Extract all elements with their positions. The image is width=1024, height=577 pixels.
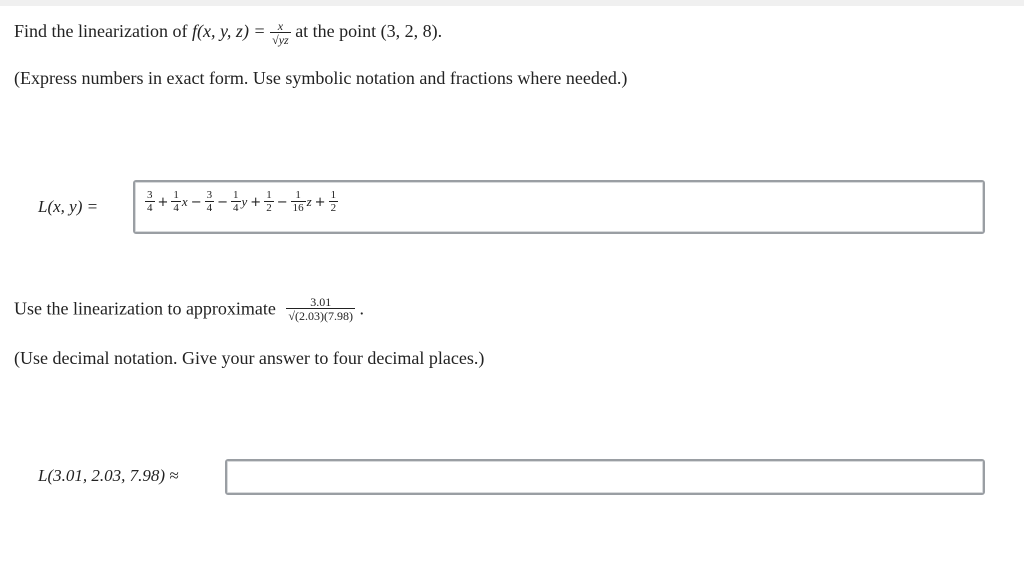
- linearization-input[interactable]: [133, 180, 985, 234]
- term-fraction: [291, 190, 306, 214]
- question2-suffix: .: [359, 298, 364, 319]
- term-fraction: [329, 190, 339, 214]
- term-variable: x: [181, 194, 188, 209]
- term-numerator: 1: [295, 189, 301, 201]
- term-operator: +: [157, 194, 169, 210]
- question2-statement: [14, 296, 364, 322]
- term-denominator: 4: [206, 202, 213, 214]
- term-fraction: [205, 190, 215, 214]
- term-operator: −: [276, 194, 288, 210]
- linearization-expression: [145, 190, 338, 214]
- term-denominator: 4: [233, 202, 239, 214]
- term-numerator: 3: [206, 189, 213, 201]
- function-denominator: yz: [278, 33, 289, 47]
- question2-prefix: Use the linearization to approximate: [14, 298, 276, 319]
- term-numerator: 1: [173, 189, 179, 201]
- term-operator: +: [314, 194, 326, 210]
- approximation-numerator: 3.01: [310, 295, 332, 309]
- function-fraction: [270, 20, 291, 46]
- linearization-label: L(x, y) =: [38, 197, 99, 216]
- term-fraction: [231, 190, 241, 214]
- term-numerator: 1: [266, 189, 272, 201]
- question1-suffix: at the point (3, 2, 8).: [295, 21, 443, 42]
- function-numerator: x: [277, 19, 284, 33]
- question1-statement: [14, 20, 442, 46]
- sqrt-icon: √: [288, 309, 295, 323]
- term-operator: +: [250, 194, 262, 210]
- term-variable: z: [306, 194, 312, 209]
- question1-instruction: (Express numbers in exact form. Use symbolic notation and fractions where needed.): [14, 68, 628, 88]
- term-denominator: 2: [266, 202, 272, 214]
- question2-instruction: (Use decimal notation. Give your answer to four decimal places.): [14, 348, 485, 368]
- top-border: [0, 0, 1024, 6]
- term-variable: y: [241, 194, 248, 209]
- approximation-input[interactable]: [225, 459, 985, 495]
- term-numerator: 1: [330, 189, 337, 201]
- approximation-label: L(3.01, 2.03, 7.98) ≈: [38, 466, 179, 485]
- function-name: f(x, y, z) =: [191, 21, 266, 42]
- approximation-denominator: (2.03)(7.98): [295, 309, 353, 323]
- question1-prefix: Find the linearization of: [14, 21, 188, 42]
- term-operator: −: [190, 194, 202, 210]
- term-fraction: [145, 190, 155, 214]
- term-denominator: 2: [330, 202, 337, 214]
- term-denominator: 4: [173, 202, 179, 214]
- term-fraction: [264, 190, 274, 214]
- sqrt-icon: √: [272, 33, 279, 47]
- term-numerator: 3: [147, 189, 153, 201]
- term-denominator: 16: [292, 202, 304, 214]
- term-denominator: 4: [147, 202, 153, 214]
- term-operator: −: [217, 194, 228, 210]
- term-numerator: 1: [233, 189, 239, 201]
- approximation-fraction: [286, 296, 355, 322]
- term-fraction: [171, 190, 181, 214]
